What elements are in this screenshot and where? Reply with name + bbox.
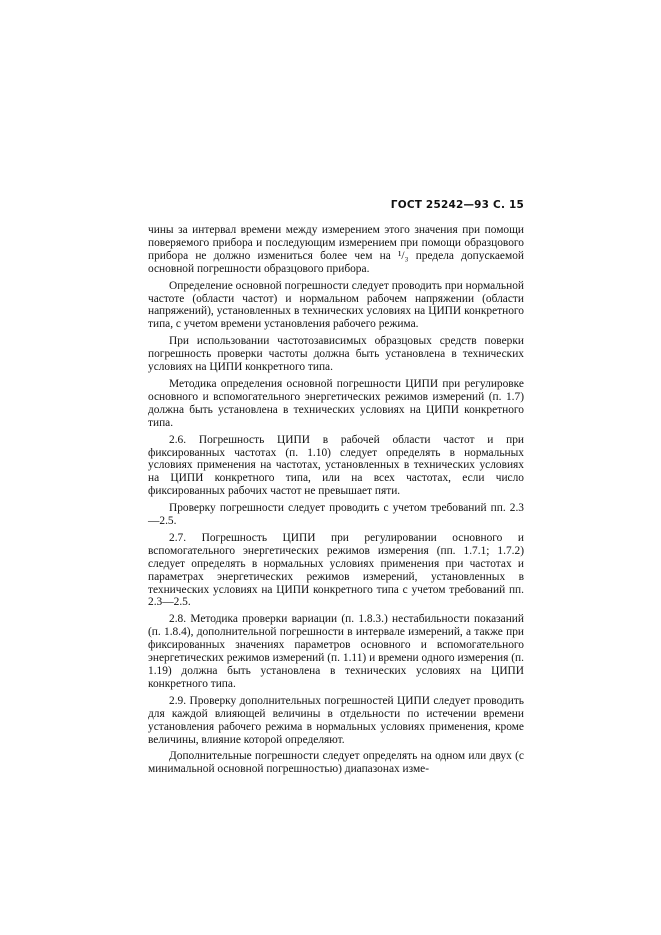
paragraph-2-8: 2.8. Методика проверки вариации (п. 1.8.3.) нестабильности показаний (п. 1.8.4), дополнительной погрешности в интервале измерений, а также при фиксированных значениях параметров основного и вспомогательного энергетических режимов измерений (п. 1.11) и времени одного измерения (п. 1.19) должна быть установлена в технических условиях на ЦИПИ конкретного типа. bbox=[148, 613, 524, 690]
paragraph-continuation: чины за интервал времени между измерением этого значения при помощи поверяемого прибора и последующим измерением при помощи образцового прибора не должно измениться более чем на ¹/₃ предела допускаемой основной погрешности образцового прибора. bbox=[148, 224, 524, 275]
paragraph-2-9: 2.9. Проверку дополнительных погрешностей ЦИПИ следует проводить для каждой влияющей величины в отдельности по истечении времени установления рабочего режима в нормальных условиях применения, кроме величины, влияние которой определяют. bbox=[148, 694, 524, 746]
paragraph-2-7: 2.7. Погрешность ЦИПИ при регулировании основного и вспомогательного энергетических режимов измерения (пп. 1.7.1; 1.7.2) следует определять в нормальных условиях применения при частотах и параметрах энергетических режимов измерений, установленных в технических условиях на ЦИПИ конкретного типа с учетом требований пп. 2.3—2.5. bbox=[148, 531, 524, 609]
paragraph: Дополнительные погрешности следует определять на одном или двух (с минимальной основной погрешностью) диапазонах изме- bbox=[148, 750, 524, 776]
running-header: ГОСТ 25242—93 С. 15 bbox=[390, 199, 524, 211]
paragraph: При использовании частотозависимых образцовых средств поверки погрешность проверки частоты должна быть установлена в технических условиях на ЦИПИ конкретного типа. bbox=[148, 335, 524, 374]
paragraph: Определение основной погрешности следует проводить при нормальной частоте (области частот) и нормальном рабочем напряжении (области напряжений), установленных в технических условиях на ЦИПИ конкретного типа, с учетом времени установления рабочего режима. bbox=[148, 279, 524, 331]
body-text bbox=[148, 224, 524, 780]
paragraph: Методика определения основной погрешности ЦИПИ при регулировке основного и вспомогательного энергетических режимов измерений (п. 1.7) должна быть установлена в технических условиях на ЦИПИ конкретного типа. bbox=[148, 377, 524, 429]
paragraph-2-6: 2.6. Погрешность ЦИПИ в рабочей области частот и при фиксированных частотах (п. 1.10) следует определять в нормальных условиях применения на частотах, установленных в технических условиях на ЦИПИ конкретного типа, или на всех частотах, если число фиксированных рабочих частот не превышает пяти. bbox=[148, 433, 524, 498]
paragraph: Проверку погрешности следует проводить с учетом требований пп. 2.3—2.5. bbox=[148, 502, 524, 528]
